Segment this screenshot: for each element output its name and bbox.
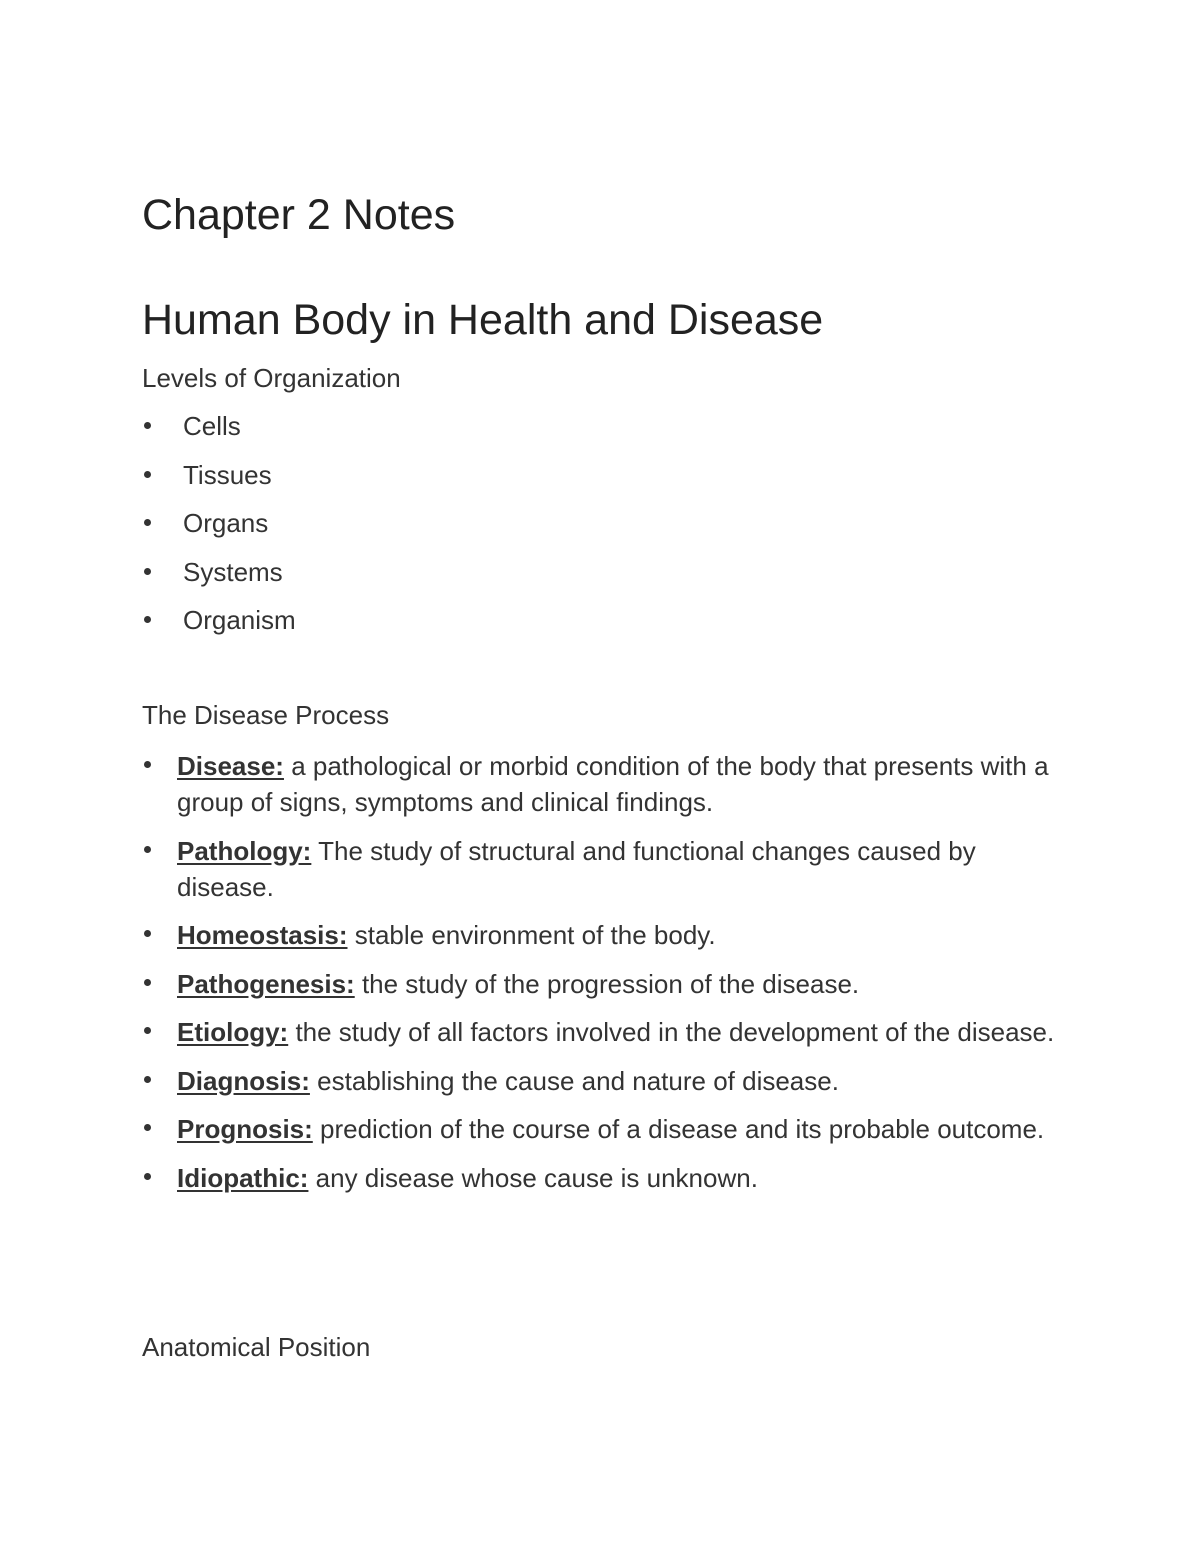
definition-text: establishing the cause and nature of disease. <box>309 1065 839 1096</box>
list-item <box>142 506 542 555</box>
definition-term: Etiology: <box>177 1017 289 1047</box>
bullet-icon <box>144 761 151 768</box>
definition-item <box>142 1014 1057 1050</box>
definition-term: Diagnosis: <box>177 1065 310 1096</box>
bullet-icon <box>144 568 151 575</box>
bullet-icon <box>144 519 151 526</box>
bullet-icon <box>144 846 151 853</box>
document-page <box>142 0 1062 1553</box>
levels-list <box>142 409 542 652</box>
bullet-icon <box>144 1076 151 1083</box>
definition-text: prediction of the course of a disease and its probable outcome. <box>312 1114 1045 1144</box>
definition-term: Idiopathic: <box>177 1162 309 1193</box>
levels-of-organization-heading: Levels of Organization <box>142 363 401 393</box>
definition-text: stable environment of the body. <box>347 920 716 950</box>
bullet-icon <box>144 471 151 478</box>
definition-item <box>142 917 1057 953</box>
list-item-label: Cells <box>183 411 241 441</box>
page-title: Chapter 2 Notes <box>142 191 456 239</box>
definition-term: Prognosis: <box>177 1114 313 1144</box>
definitions-list <box>142 748 1057 1208</box>
definition-item <box>142 966 1057 1002</box>
page-subtitle: Human Body in Health and Disease <box>142 296 824 344</box>
bullet-icon <box>144 1124 151 1131</box>
definition-item <box>142 1160 1057 1196</box>
list-item-label: Tissues <box>183 459 272 490</box>
list-item <box>142 555 542 604</box>
definition-term: Pathology: <box>177 835 312 866</box>
definition-text: any disease whose cause is unknown. <box>308 1162 758 1193</box>
definition-item <box>142 748 1057 820</box>
list-item-label: Systems <box>183 556 283 587</box>
bullet-icon <box>144 616 151 623</box>
bullet-icon <box>144 422 151 429</box>
list-item-label: Organism <box>183 605 296 635</box>
list-item-label: Organs <box>183 508 269 538</box>
bullet-icon <box>144 1173 151 1180</box>
definition-term: Pathogenesis: <box>177 968 355 999</box>
bullet-icon <box>144 930 151 937</box>
disease-process-heading: The Disease Process <box>142 700 390 730</box>
bullet-icon <box>144 1027 151 1034</box>
list-item <box>142 603 542 652</box>
definition-text: the study of the progression of the disease. <box>354 968 860 999</box>
definition-text: a pathological or morbid condition of the body that presents with a group of signs, symptoms and clinical findings. <box>177 751 1049 817</box>
definition-item <box>142 833 1057 905</box>
list-item <box>142 409 542 458</box>
definition-item <box>142 1063 1057 1099</box>
list-item <box>142 458 542 507</box>
definition-term: Disease: <box>177 751 284 781</box>
bullet-icon <box>144 979 151 986</box>
definition-text: The study of structural and functional changes caused by disease. <box>177 835 976 902</box>
definition-text: the study of all factors involved in the development of the disease. <box>288 1017 1055 1047</box>
anatomical-position-heading: Anatomical Position <box>142 1332 371 1362</box>
definition-term: Homeostasis: <box>177 920 348 950</box>
definition-item <box>142 1111 1057 1147</box>
